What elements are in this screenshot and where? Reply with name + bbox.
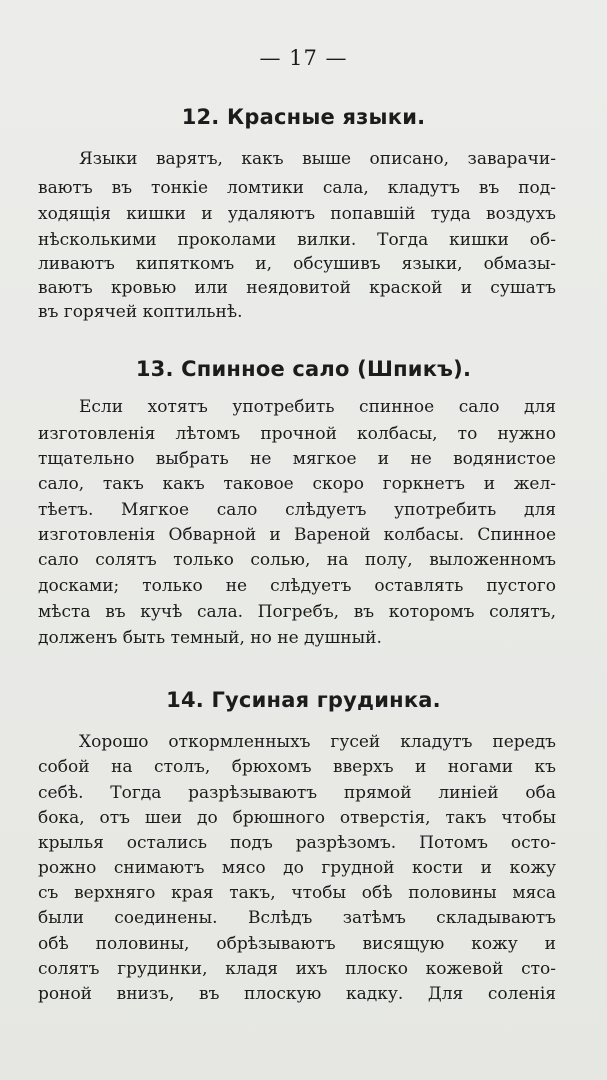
text-line: тщательно выбрать не мягкое и не водянистое bbox=[38, 449, 556, 469]
text-line: были соединены. Вслѣдъ затѣмъ складываютъ bbox=[38, 908, 556, 928]
text-line: долженъ быть темный, но не душный. bbox=[38, 628, 382, 648]
section-heading-13: 13. Спинное сало (Шпикъ). bbox=[135, 357, 472, 381]
text-line: ваютъ въ тонкіе ломтики сала, кладутъ въ под- bbox=[38, 178, 556, 198]
text-line: сало, такъ какъ таковое скоро горкнетъ и жел- bbox=[38, 474, 556, 494]
text-line: крылья остались подъ разрѣзомъ. Потомъ осто- bbox=[38, 833, 556, 853]
text-line: роной внизъ, въ плоскую кадку. Для соленія bbox=[38, 984, 556, 1004]
text-line: себѣ. Тогда разрѣзываютъ прямой линіей оба bbox=[38, 783, 556, 803]
text-line: собой на столъ, брюхомъ вверхъ и ногами къ bbox=[38, 757, 556, 777]
page-number: — 17 — bbox=[259, 46, 348, 70]
text-line: ваютъ кровью или неядовитой краской и сушатъ bbox=[38, 278, 556, 298]
text-line: сало солятъ только солью, на полу, выложенномъ bbox=[38, 550, 556, 570]
text-line: изготовленія лѣтомъ прочной колбасы, то нужно bbox=[38, 424, 556, 444]
text-line: Языки варятъ, какъ выше описано, заварачи- bbox=[79, 149, 556, 169]
text-line: тѣетъ. Мягкое сало слѣдуетъ употребить для bbox=[38, 500, 556, 520]
text-line: рожно снимаютъ мясо до грудной кости и кожу bbox=[38, 858, 556, 878]
text-line: обѣ половины, обрѣзываютъ висящую кожу и bbox=[38, 934, 556, 954]
text-line: солятъ грудинки, кладя ихъ плоско кожевой сто- bbox=[38, 959, 556, 979]
text-line: въ горячей коптильнѣ. bbox=[38, 302, 243, 322]
text-line: бока, отъ шеи до брюшного отверстія, такъ чтобы bbox=[38, 808, 556, 828]
section-heading-12: 12. Красные языки. bbox=[181, 105, 426, 129]
text-line: ливаютъ кипяткомъ и, обсушивъ языки, обмазы- bbox=[38, 254, 556, 274]
text-line: досками; только не слѣдуетъ оставлять пустого bbox=[38, 576, 556, 596]
text-line: ходящія кишки и удаляютъ попавшій туда воздухъ bbox=[38, 204, 556, 224]
text-line: Хорошо откормленныхъ гусей кладутъ передъ bbox=[79, 732, 556, 752]
section-heading-14: 14. Гусиная грудинка. bbox=[166, 688, 441, 712]
text-line: изготовленія Обварной и Вареной колбасы. Спинное bbox=[38, 525, 556, 545]
text-line: мѣста въ кучѣ сала. Погребъ, въ которомъ солятъ, bbox=[38, 602, 556, 622]
text-line: нѣсколькими проколами вилки. Тогда кишки об- bbox=[38, 230, 556, 250]
text-line: Если хотятъ употребить спинное сало для bbox=[79, 397, 556, 417]
text-line: съ верхняго края такъ, чтобы обѣ половины мяса bbox=[38, 883, 556, 903]
